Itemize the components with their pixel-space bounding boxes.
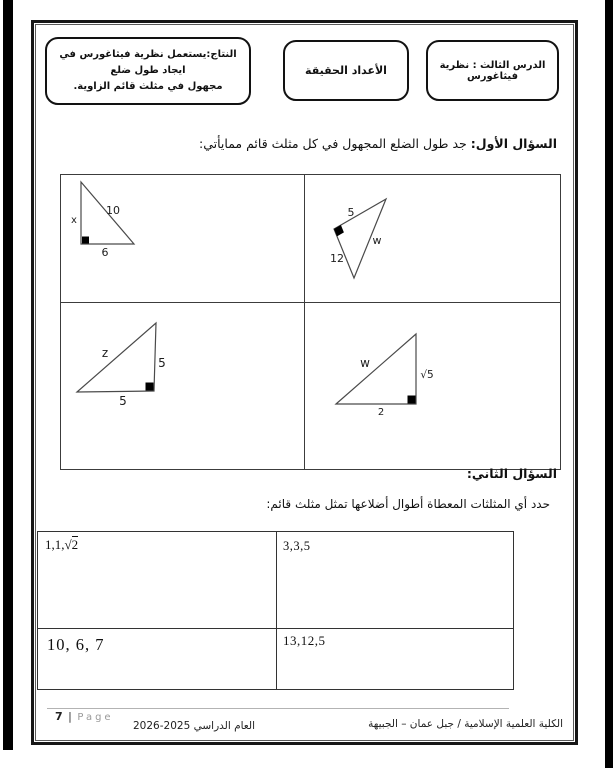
question2-label: السؤال الثاني:	[466, 466, 557, 481]
outcome-line-1: النتاج:يستعمل نظرية فيثاغورس في ايجاد طول ضلع	[59, 49, 237, 76]
footer-divider	[47, 708, 509, 709]
triple-1-prefix: 1,1,	[45, 537, 65, 552]
triple-cell-2: 3,3,5	[283, 539, 311, 553]
question1-text: جد طول الضلع المجهول في كل مثلث قائم ممايأتي:	[199, 136, 467, 151]
label-hypotenuse: 10	[106, 204, 120, 217]
lesson-title-text: الدرس الثالث : نظرية فيثاغورس	[439, 59, 546, 82]
triangle-bottom-right	[336, 334, 434, 418]
label-hypotenuse: w	[360, 356, 370, 370]
question2-table	[37, 531, 514, 690]
lesson-title-box	[426, 40, 559, 101]
page-word: Page	[77, 712, 114, 723]
unit-title-text: الأعداد الحقيقة	[305, 64, 387, 77]
right-angle-marker	[82, 237, 89, 244]
label-leg-vertical: x	[71, 215, 77, 226]
question1-grid	[60, 174, 561, 470]
question1-heading	[60, 136, 557, 151]
triple-cell-1	[45, 537, 78, 553]
right-angle-marker	[146, 383, 154, 391]
outcome-line-2: مجهول في مثلث قائم الزاوية.	[73, 81, 223, 92]
triangle-top-left	[71, 182, 134, 259]
label-hypotenuse: z	[101, 346, 109, 360]
label-leg-left: 12	[330, 252, 344, 265]
page-number-separator: |	[68, 710, 72, 723]
triple-cell-4: 13,12,5	[283, 633, 326, 648]
academic-year: العام الدراسي 2025-2026	[133, 720, 255, 732]
sqrt-symbol: √	[64, 537, 72, 552]
label-hypotenuse: w	[372, 234, 382, 247]
right-angle-marker	[334, 225, 344, 236]
label-leg-vertical: 5	[158, 356, 166, 370]
table-vertical-divider	[276, 532, 277, 689]
triangles-figure	[61, 175, 560, 469]
outcome-box	[45, 37, 251, 105]
triangle-bottom-left	[77, 323, 166, 408]
question2-heading	[60, 466, 557, 481]
outcome-text	[53, 47, 243, 95]
sqrt-radicand: 2	[71, 537, 79, 552]
label-leg-vertical: √5	[420, 369, 434, 381]
table-horizontal-divider	[38, 628, 513, 629]
question2-instruction: حدد أي المثلثات المعطاة أطوال أضلاعها تمثل مثلث قائم:	[266, 497, 550, 511]
page-number: 7	[55, 710, 63, 723]
triple-cell-3: 10, 6, 7	[47, 635, 105, 654]
label-leg-horizontal: 2	[377, 407, 385, 418]
label-leg-horizontal: 5	[119, 394, 127, 408]
question1-label: السؤال الأول:	[470, 136, 557, 151]
institution-name: الكلية العلمية الإسلامية / جبل عمان – الجبيهة	[368, 718, 563, 730]
scan-artifact-right	[605, 0, 613, 768]
scan-artifact-left	[3, 0, 13, 750]
triangle-top-right	[330, 199, 386, 278]
label-leg-horizontal: 6	[101, 246, 109, 259]
right-angle-marker	[408, 396, 416, 404]
label-leg-top: 5	[347, 206, 355, 219]
unit-title-box	[283, 40, 409, 101]
